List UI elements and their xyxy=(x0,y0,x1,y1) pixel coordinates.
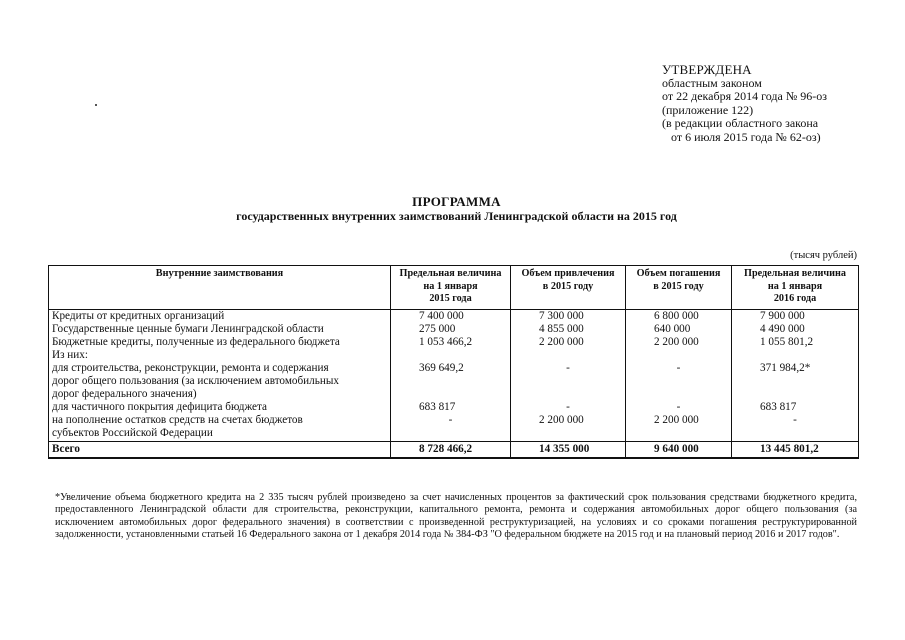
cell-value: 1 053 466,2 xyxy=(391,336,511,349)
table-row xyxy=(49,349,859,362)
header-raised-2015: Объем привлечения в 2015 году xyxy=(511,266,626,310)
cell-value: - xyxy=(511,362,626,401)
table-row xyxy=(49,401,859,414)
total-value: 9 640 000 xyxy=(626,441,732,458)
table-row xyxy=(49,336,859,349)
units-note: (тысяч рублей) xyxy=(790,250,857,261)
header-repaid-2015: Объем погашения в 2015 году xyxy=(626,266,732,310)
cell-value: 2 200 000 xyxy=(511,414,626,442)
cell-value xyxy=(732,349,859,362)
header-limit-2015: Предельная величина на 1 января 2015 года xyxy=(391,266,511,310)
approval-line: (приложение 122) xyxy=(662,102,754,117)
cell-value: 6 800 000 xyxy=(626,309,732,323)
cell-value: 2 200 000 xyxy=(626,336,732,349)
cell-value: 683 817 xyxy=(391,401,511,414)
borrowing-table xyxy=(48,265,859,459)
total-value: 8 728 466,2 xyxy=(391,441,511,458)
cell-value: 4 855 000 xyxy=(511,323,626,336)
table-row xyxy=(49,414,859,442)
approval-line: областным законом xyxy=(662,75,762,90)
cell-value: 640 000 xyxy=(626,323,732,336)
cell-value: 275 000 xyxy=(391,323,511,336)
cell-value: - xyxy=(626,401,732,414)
approval-stamp xyxy=(662,63,827,144)
table-row xyxy=(49,309,859,323)
total-value: 13 445 801,2 xyxy=(732,441,859,458)
cell-value: 7 900 000 xyxy=(732,309,859,323)
row-label: Из них: xyxy=(49,349,391,362)
approval-line: (в редакции областного закона xyxy=(662,116,819,130)
row-label: для частичного покрытия дефицита бюджета xyxy=(49,401,391,414)
cell-value: 7 300 000 xyxy=(511,309,626,323)
approval-line: от 6 июля 2015 года № 62-оз) xyxy=(671,129,821,144)
table-header-row xyxy=(49,266,859,310)
row-label: Государственные ценные бумаги Ленинградской области xyxy=(49,323,391,336)
approval-title: УТВЕРЖДЕНА xyxy=(662,62,752,77)
total-label: Всего xyxy=(49,441,391,458)
cell-value: 4 490 000 xyxy=(732,323,859,336)
total-value: 14 355 000 xyxy=(511,441,626,458)
cell-value: - xyxy=(626,362,732,401)
cell-value: 2 200 000 xyxy=(626,414,732,442)
row-label: Бюджетные кредиты, полученные из федерального бюджета xyxy=(49,336,391,349)
footnote: *Увеличение объема бюджетного кредита на 2 335 тысяч рублей произведено за счет начисленных процентов за фактический срок пользования средствами бюджетного кредита, предоставленного Ленинградской области для строительства, реконструкции, капитального ремонта, ремонта и содержания автомобильных дорог общего пользования (за исключением автомобильных дорог федерального значения) в соответствии с произведенной реструктуризацией, на условиях и со сроками погашения реструктурированной задолженности, установленными статьей 16 Федерального закона от 1 декабря 2014 года № 384-ФЗ "О федеральном бюджете на 2015 год и на плановый период 2016 и 2017 годов". xyxy=(55,492,857,541)
document-title: ПРОГРАММА xyxy=(412,194,501,209)
cell-value: 683 817 xyxy=(732,401,859,414)
cell-value: 371 984,2* xyxy=(732,362,859,401)
row-label: на пополнение остатков средств на счетах бюджетов субъектов Российской Федерации xyxy=(49,414,391,442)
table-total-row xyxy=(49,441,859,458)
header-limit-2016: Предельная величина на 1 января 2016 года xyxy=(732,266,859,310)
cell-value xyxy=(391,349,511,362)
row-label: для строительства, реконструкции, ремонта и содержания дорог общего пользования (за исключением автомобильных дорог федерального значения) xyxy=(49,362,391,401)
cell-value: 369 649,2 xyxy=(391,362,511,401)
header-borrowings: Внутренние заимствования xyxy=(49,266,391,310)
document-heading xyxy=(0,194,905,224)
cell-value: 1 055 801,2 xyxy=(732,336,859,349)
row-label: Кредиты от кредитных организаций xyxy=(49,309,391,323)
approval-line: от 22 декабря 2014 года № 96-оз xyxy=(662,89,828,103)
table-row xyxy=(49,323,859,336)
scan-speck xyxy=(95,104,97,106)
cell-value: - xyxy=(391,414,511,442)
document-subtitle: государственных внутренних заимствований Ленинградской области на 2015 год xyxy=(236,209,677,223)
cell-value: - xyxy=(732,414,859,442)
cell-value: 2 200 000 xyxy=(511,336,626,349)
cell-value xyxy=(511,349,626,362)
cell-value xyxy=(626,349,732,362)
cell-value: - xyxy=(511,401,626,414)
table-row xyxy=(49,362,859,401)
cell-value: 7 400 000 xyxy=(391,309,511,323)
